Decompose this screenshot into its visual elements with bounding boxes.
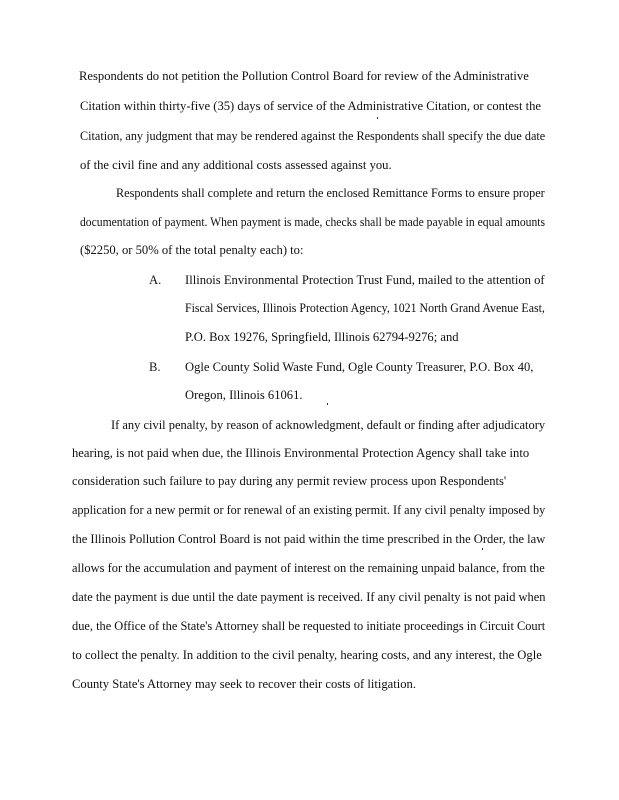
paragraph-3-line-3: consideration such failure to pay during any permit review process upon Respondents' — [72, 474, 507, 488]
scan-speck — [482, 548, 483, 550]
paragraph-1-line-1: Respondents do not petition the Pollution Control Board for review of the Administrative — [79, 69, 529, 83]
paragraph-2-line-1: Respondents shall complete and return the enclosed Remittance Forms to ensure proper — [116, 186, 545, 200]
paragraph-3-line-10: County State's Attorney may seek to recover their costs of litigation. — [72, 677, 416, 691]
payee-b-line-2: Oregon, Illinois 61061. — [185, 388, 303, 402]
paragraph-3-line-5: the Illinois Pollution Control Board is not paid within the time prescribed in the Order, the law — [72, 532, 546, 546]
paragraph-3-line-2: hearing, is not paid when due, the Illinois Environmental Protection Agency shall take into — [72, 446, 530, 460]
paragraph-3-line-6: allows for the accumulation and payment of interest on the remaining unpaid balance, from the — [72, 561, 545, 575]
scan-speck — [377, 117, 378, 119]
paragraph-3-line-8: due, the Office of the State's Attorney shall be requested to initiate proceedings in Circuit Court — [72, 619, 546, 633]
paragraph-1-line-4: of the civil fine and any additional costs assessed against you. — [80, 158, 392, 172]
paragraph-2-line-3: ($2250, or 50% of the total penalty each) to: — [80, 243, 304, 257]
paragraph-3-line-7: date the payment is due until the date payment is received. If any civil penalty is not paid when — [72, 590, 546, 604]
paragraph-3-line-4: application for a new permit or for renewal of an existing permit. If any civil penalty imposed by — [72, 503, 546, 517]
paragraph-3-line-9: to collect the penalty. In addition to the civil penalty, hearing costs, and any interest, the Ogle — [72, 648, 542, 662]
paragraph-1-line-2: Citation within thirty-five (35) days of service of the Administrative Citation, or contest the — [80, 99, 541, 113]
payee-a-line-3: P.O. Box 19276, Springfield, Illinois 62794-9276; and — [185, 330, 459, 344]
payee-b-label: B. — [149, 360, 161, 374]
payee-b-line-1: Ogle County Solid Waste Fund, Ogle County Treasurer, P.O. Box 40, — [185, 360, 534, 374]
payee-a-line-1: Illinois Environmental Protection Trust Fund, mailed to the attention of — [185, 273, 545, 287]
payee-a-label: A. — [149, 273, 162, 287]
payee-a-line-2: Fiscal Services, Illinois Protection Agency, 1021 North Grand Avenue East, — [185, 301, 545, 315]
paragraph-3-line-1: If any civil penalty, by reason of acknowledgment, default or finding after adjudicatory — [111, 418, 546, 432]
paragraph-1-line-3: Citation, any judgment that may be rendered against the Respondents shall specify the due date — [80, 129, 546, 143]
scan-speck — [327, 403, 328, 405]
paragraph-2-line-2: documentation of payment. When payment is made, checks shall be made payable in equal amounts — [80, 215, 546, 229]
